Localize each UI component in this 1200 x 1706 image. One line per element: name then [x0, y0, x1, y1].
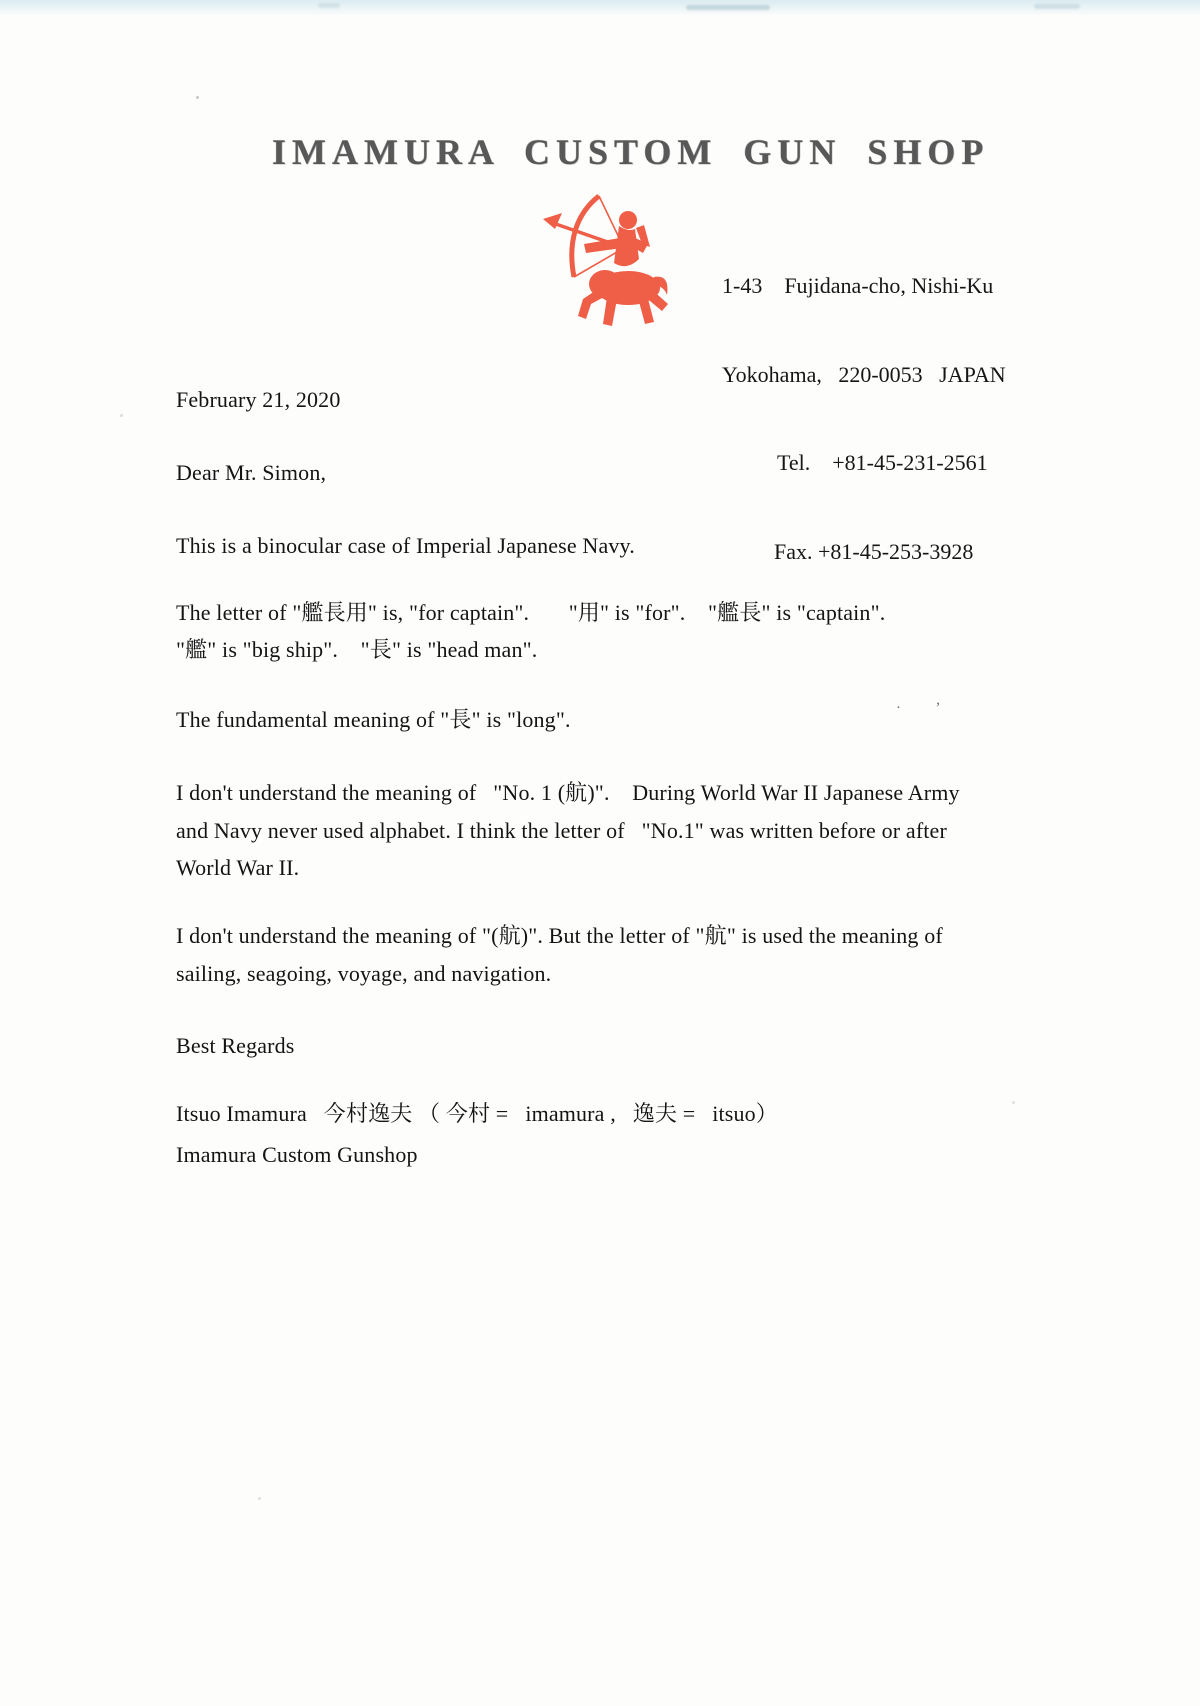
- closing: Best Regards: [176, 1033, 295, 1058]
- centaur-archer-logo-icon: [537, 191, 668, 334]
- signature-company: Imamura Custom Gunshop: [176, 1142, 418, 1167]
- letter-line: "艦" is "big ship". "長" is "head man".: [176, 637, 538, 662]
- scan-speck: [196, 96, 199, 99]
- company-address-block: [722, 212, 1006, 625]
- letter-line: This is a binocular case of Imperial Japanese Navy.: [176, 533, 635, 558]
- letter-line: and Navy never used alphabet. I think the letter of "No.1" was written before or after: [176, 818, 947, 843]
- letter-line: sailing, seagoing, voyage, and navigation.: [176, 961, 552, 986]
- fax-line: Fax. +81-45-253-3928: [774, 538, 974, 564]
- signature-name: Itsuo Imamura 今村逸夫 （ 今村 = imamura , 逸夫 = itsuo）: [176, 1101, 778, 1126]
- scanner-edge-tint: [0, 0, 1200, 16]
- letter-line: World War II.: [176, 855, 300, 880]
- scan-speck: · ’: [896, 700, 950, 716]
- letter-line: The letter of "艦長用" is, "for captain". "用" is "for". "艦長" is "captain".: [176, 600, 886, 625]
- phone-line: Tel. +81-45-231-2561: [777, 450, 988, 475]
- scan-artifact: [318, 3, 340, 8]
- scan-speck: [1012, 1101, 1015, 1104]
- scan-artifact: [1034, 4, 1080, 9]
- scan-artifact: [686, 5, 770, 10]
- letter-date: February 21, 2020: [176, 387, 341, 412]
- address-line-1: 1-43 Fujidana-cho, Nishi-Ku: [722, 273, 994, 298]
- address-line-2: Yokohama, 220-0053 JAPAN: [722, 361, 1006, 387]
- scan-speck: [120, 414, 123, 417]
- scan-speck: [258, 1497, 261, 1500]
- company-name: IMAMURA CUSTOM GUN SHOP: [272, 132, 990, 172]
- letter-line: I don't understand the meaning of "No. 1 (航)". During World War II Japanese Army: [176, 780, 960, 805]
- salutation: Dear Mr. Simon,: [176, 460, 327, 485]
- letter-line: The fundamental meaning of "長" is "long".: [176, 707, 571, 732]
- letter-line: I don't understand the meaning of "(航)". But the letter of "航" is used the meaning of: [176, 923, 943, 948]
